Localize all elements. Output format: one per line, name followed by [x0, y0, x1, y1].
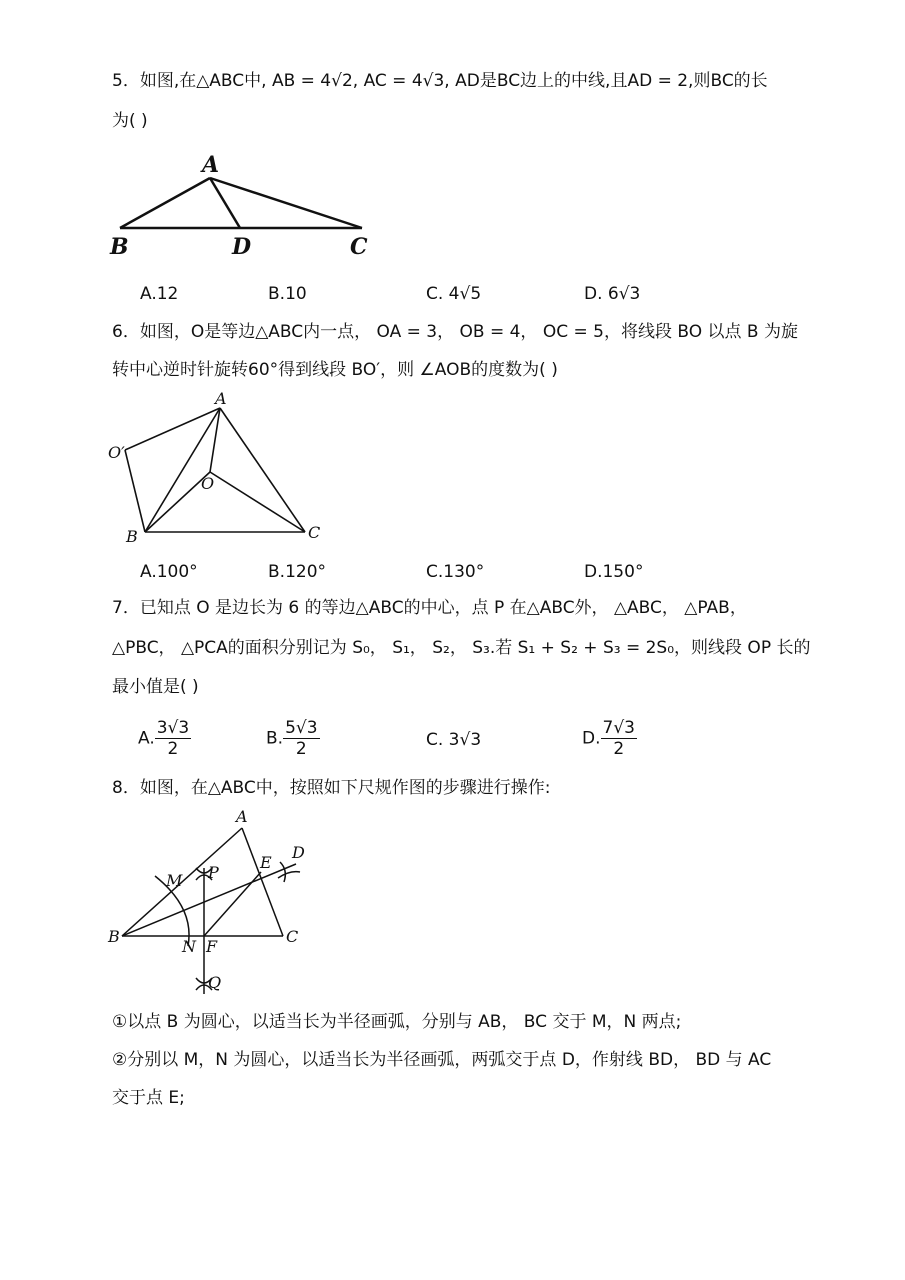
q8-label-q: Q — [208, 973, 222, 992]
q7-stem-line3: 最小值是( ) — [112, 677, 199, 697]
q6-label-c: C — [308, 523, 321, 542]
q6-label-o: O — [201, 474, 215, 493]
q6-option-d: D.150° — [584, 562, 644, 582]
q6-triangle-figure — [100, 390, 340, 550]
q8-construction-figure — [100, 808, 330, 1008]
q5-side-ac — [210, 178, 362, 228]
q5-option-c: C. 4√5 — [426, 284, 482, 304]
q6-label-a: A — [215, 389, 227, 408]
q8-label-c: C — [286, 927, 299, 946]
q8-step3: 交于点 E; — [112, 1088, 185, 1108]
q8-stem-line1: 8．如图，在△ABC中，按照如下尺规作图的步骤进行操作: — [112, 778, 551, 798]
q5-label-a: A — [202, 152, 220, 178]
q7-option-d — [582, 718, 637, 759]
q7-option-b — [266, 718, 320, 759]
q7-option-d-numerator: 7√3 — [602, 718, 635, 738]
q8-label-m: M — [166, 871, 183, 890]
q8-label-n: N — [182, 937, 196, 956]
q6-segment-co — [210, 472, 305, 532]
q7-option-b-numerator: 5√3 — [285, 718, 318, 738]
q7-stem-line1: 7．已知点 O 是边长为 6 的等边△ABC的中心，点 P 在△ABC外， △ABC， △PAB， — [112, 598, 747, 618]
q5-option-a: A.12 — [140, 284, 179, 304]
q6-stem-line1: 6．如图，O是等边△ABC内一点， OA = 3， OB = 4， OC = 5，将线段 BO 以点 B 为旋 — [112, 322, 798, 342]
q5-label-c: C — [350, 234, 368, 260]
q5-stem-line2: 为( ) — [112, 111, 148, 131]
q5-triangle-figure — [100, 148, 390, 268]
q6-side-ab — [145, 408, 220, 532]
q6-segment-bo-prime — [125, 450, 145, 532]
q7-option-a-numerator: 3√3 — [156, 718, 190, 738]
q7-option-a-denominator: 2 — [167, 739, 179, 759]
q7-option-a-fraction — [155, 718, 191, 759]
q5-label-d: D — [232, 234, 252, 260]
q7-option-b-fraction — [283, 718, 319, 759]
q7-option-a — [138, 718, 191, 759]
q7-option-d-fraction — [601, 718, 637, 759]
q8-label-e: E — [260, 853, 272, 872]
q5-stem-line1: 5．如图,在△ABC中, AB = 4√2, AC = 4√3, AD是BC边上的中线,且AD = 2,则BC的长 — [112, 71, 768, 91]
q8-label-a: A — [236, 807, 248, 826]
q5-option-d: D. 6√3 — [584, 284, 641, 304]
q6-label-o-prime: O′ — [108, 443, 125, 462]
q8-label-p: P — [208, 863, 219, 882]
q8-arc-d2 — [278, 872, 300, 878]
q8-step1: ①以点 B 为圆心，以适当长为半径画弧，分别与 AB， BC 交于 M，N 两点; — [112, 1012, 682, 1032]
q6-option-a: A.100° — [140, 562, 198, 582]
q6-label-b: B — [126, 527, 138, 546]
q7-option-c: C. 3√3 — [426, 730, 482, 750]
q8-step2: ②分别以 M，N 为圆心，以适当长为半径画弧，两弧交于点 D，作射线 BD， BD 与 AC — [112, 1050, 772, 1070]
q8-arc-d1 — [280, 862, 285, 882]
q6-segment-ao-prime — [125, 408, 220, 450]
q7-option-a-prefix: A. — [138, 728, 155, 749]
q5-option-b: B.10 — [268, 284, 307, 304]
q7-option-b-denominator: 2 — [295, 739, 307, 759]
q6-option-b: B.120° — [268, 562, 327, 582]
q5-label-b: B — [110, 234, 129, 260]
q8-label-d: D — [292, 843, 305, 862]
q8-label-f: F — [206, 937, 218, 956]
q6-stem-line2: 转中心逆时针旋转60°得到线段 BO′，则 ∠AOB的度数为( ) — [112, 360, 558, 380]
q6-side-ac — [220, 408, 305, 532]
q6-option-c: C.130° — [426, 562, 485, 582]
q7-stem-line2: △PBC， △PCA的面积分别记为 S₀， S₁， S₂， S₃.若 S₁ + S₂ + S₃ = 2S₀，则线段 OP 长的 — [112, 638, 811, 658]
q7-option-d-prefix: D. — [582, 728, 601, 749]
q8-side-ac — [242, 828, 283, 936]
q8-label-b: B — [108, 927, 120, 946]
q5-side-ab — [120, 178, 210, 228]
q7-option-d-denominator: 2 — [613, 739, 625, 759]
q7-option-b-prefix: B. — [266, 728, 284, 749]
